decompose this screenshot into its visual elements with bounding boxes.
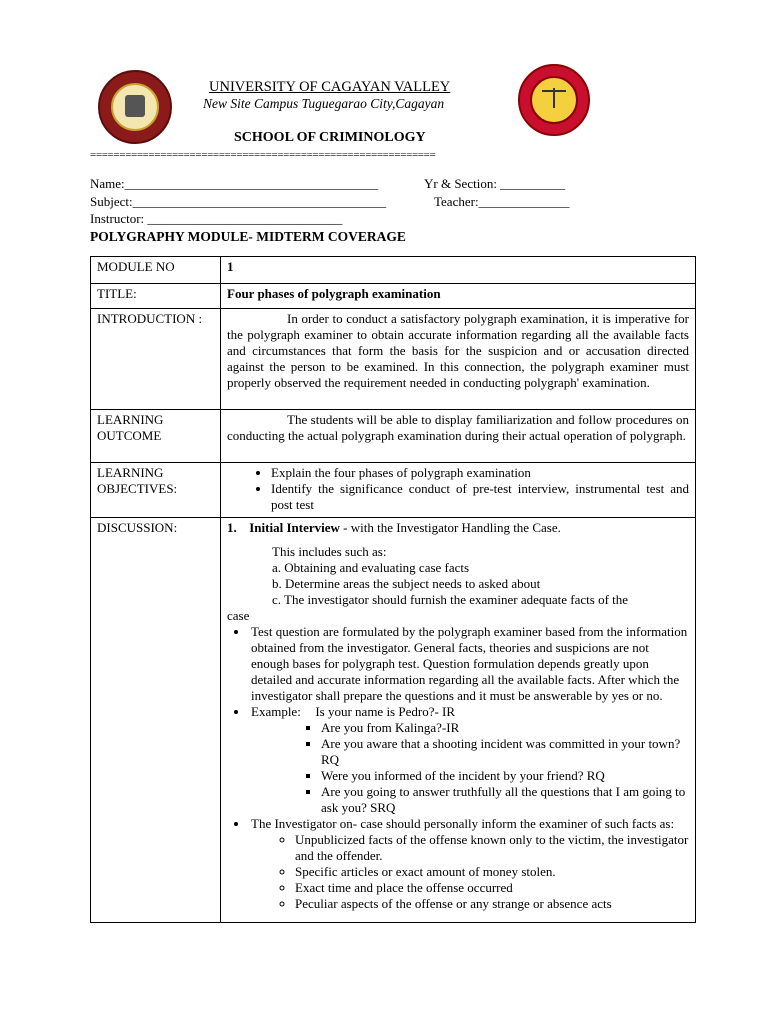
fact-item: ◦ Specific articles or exact amount of money stolen. <box>295 864 689 880</box>
example-label: Example: <box>251 704 301 719</box>
includes-line: This includes such as: <box>272 544 387 559</box>
learning-outcome-text: The students will be able to display familiarization and follow procedures on conducting the actual polygraph examination during their actual operation of polygraph. <box>221 410 696 463</box>
objective-item: • Identify the significance conduct of pre-test interview, instrumental test and post test <box>271 481 689 513</box>
objectives-list <box>227 465 689 513</box>
discussion-heading <box>227 520 689 536</box>
seal-pillar <box>553 88 555 108</box>
module-table <box>90 256 696 923</box>
example-item: ▪ Are you from Kalinga?-IR <box>321 720 689 736</box>
discussion-bullet: • Test question are formulated by the polygraph examiner based from the information obtained from the investigator. General facts, theories and suspicions are not enough bases for polygraph test. Question formulation depends greatly upon detailed and accurate information regarding all the available facts. After which the investigator shall prepare the questions and it must be answerable by yes or no. <box>249 624 689 704</box>
subject-field: Subject:_______________________________________ <box>90 194 387 209</box>
campus-address: New Site Campus Tuguegarao City,Cagayan <box>203 96 445 111</box>
discussion-row <box>91 518 696 923</box>
discussion-bullet-example <box>249 704 689 816</box>
module-no-label: MODULE NO <box>91 257 221 284</box>
fact-item: ◦ Exact time and place the offense occurred <box>295 880 689 896</box>
learning-outcome-row <box>91 410 696 463</box>
include-item-b: b. Determine areas the subject needs to asked about <box>272 576 541 591</box>
learning-outcome-label: LEARNING OUTCOME <box>91 410 221 463</box>
university-name: UNIVERSITY OF CAGAYAN VALLEY <box>209 79 451 95</box>
introduction-text: In order to conduct a satisfactory polygraph examination, it is imperative for the polygraph examiner to obtain accurate information regarding all the available facts and circumstances that form the basis for the suspicion and or accusation directed against the person to be examined. In this connection, the polygraph examiner must properly observed the requirement needed in conducting polygraph' examination. <box>221 309 696 410</box>
title-label: TITLE: <box>91 284 221 309</box>
university-seal-inner <box>111 83 159 131</box>
header-divider: =========================================================== <box>90 149 436 161</box>
teacher-field: Teacher:______________ <box>434 194 570 209</box>
instructor-field: Instructor: ______________________________ <box>90 211 343 226</box>
include-item-a: a. Obtaining and evaluating case facts <box>272 560 470 575</box>
facts-intro: The Investigator on- case should personally inform the examiner of such facts as: <box>251 816 675 831</box>
school-name: SCHOOL OF CRIMINOLOGY <box>234 130 426 145</box>
discussion-label: DISCUSSION: <box>91 518 221 923</box>
discussion-cell <box>221 518 696 923</box>
learning-objectives-cell <box>221 463 696 518</box>
example-item: ▪ Are you going to answer truthfully all the questions that I am going to ask you? SRQ <box>321 784 689 816</box>
example-list <box>251 720 689 816</box>
introduction-label: INTRODUCTION : <box>91 309 221 410</box>
include-item-c: c. The investigator should furnish the examiner adequate facts of the <box>272 592 629 607</box>
example-first: Is your name is Pedro?- IR <box>315 704 456 719</box>
title-value: Four phases of polygraph examination <box>221 284 696 309</box>
name-field: Name:_______________________________________ <box>90 176 379 191</box>
university-seal-logo <box>98 70 172 144</box>
discussion-bullet-facts <box>249 816 689 912</box>
introduction-row <box>91 309 696 410</box>
criminology-seal-inner <box>530 76 578 124</box>
example-item: ▪ Were you informed of the incident by your friend? RQ <box>321 768 689 784</box>
fact-item: ◦ Unpublicized facts of the offense known only to the victim, the investigator and the offender. <box>295 832 689 864</box>
fact-item: ◦ Peculiar aspects of the offense or any strange or absence acts <box>295 896 689 912</box>
seal-emblem <box>125 95 145 117</box>
discussion-bullets <box>227 624 689 912</box>
module-heading: POLYGRAPHY MODULE- MIDTERM COVERAGE <box>90 229 406 244</box>
heading-bold: Initial Interview <box>249 520 340 535</box>
heading-rest: - with the Investigator Handling the Case. <box>339 520 561 535</box>
facts-list <box>251 832 689 912</box>
title-row <box>91 284 696 309</box>
include-item-c-cont: case <box>227 608 250 623</box>
heading-number: 1. <box>227 520 237 535</box>
objective-item: • Explain the four phases of polygraph examination <box>271 465 689 481</box>
learning-objectives-row <box>91 463 696 518</box>
yr-section-field: Yr & Section: __________ <box>424 176 566 191</box>
module-no-value: 1 <box>221 257 696 284</box>
criminology-seal-logo <box>518 64 590 136</box>
example-item: ▪ Are you aware that a shooting incident was committed in your town? RQ <box>321 736 689 768</box>
module-no-row <box>91 257 696 284</box>
learning-objectives-label: LEARNING OBJECTIVES: <box>91 463 221 518</box>
